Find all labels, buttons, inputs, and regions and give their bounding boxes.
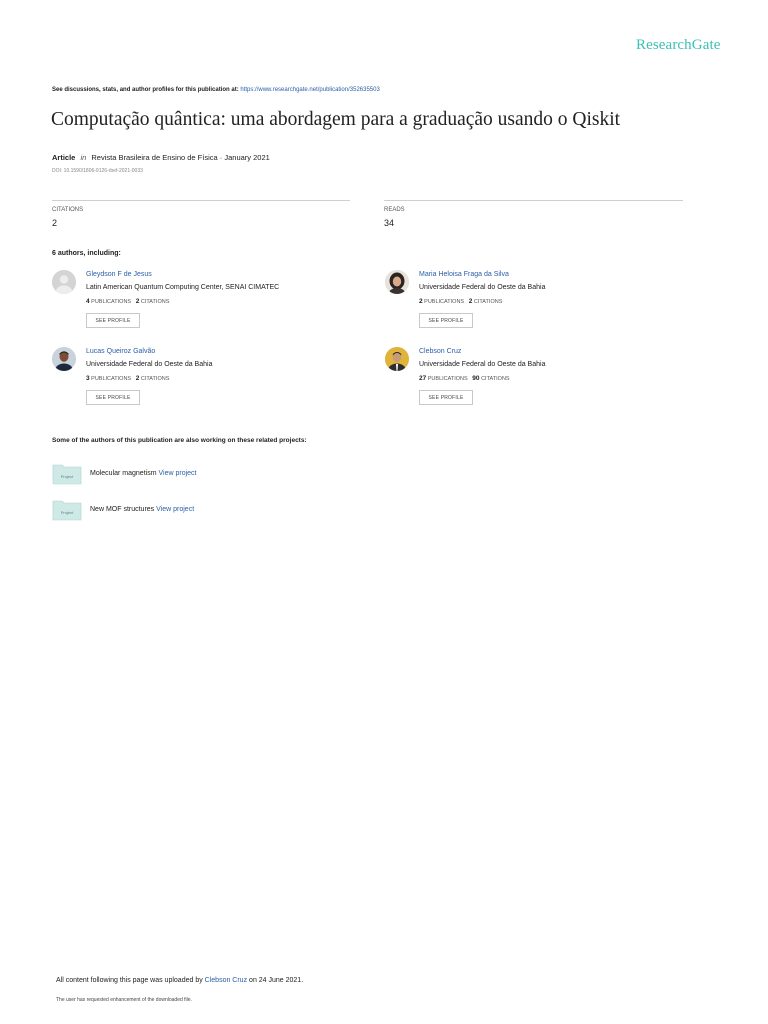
- project-icon-label: Project: [60, 510, 74, 515]
- journal-date[interactable]: Revista Brasileira de Ensino de Física · January 2021: [91, 153, 270, 162]
- author-photo[interactable]: [52, 347, 76, 371]
- discussions-prefix: See discussions, stats, and author profiles for this publication at:: [52, 87, 239, 93]
- related-projects-heading: Some of the authors of this publication are also working on these related projects:: [52, 437, 307, 444]
- author-stats: [419, 375, 510, 382]
- upload-notice: [56, 977, 303, 984]
- author-name[interactable]: Maria Heloisa Fraga da Silva: [419, 271, 509, 278]
- author-card: [385, 347, 685, 417]
- author-name[interactable]: Clebson Cruz: [419, 348, 462, 355]
- article-doi: DOI: 10.1590/1806-9126-rbef-2021-0033: [52, 168, 143, 174]
- publications-count: 3: [86, 375, 90, 382]
- citations-count: 2: [135, 298, 140, 305]
- author-affiliation: Latin American Quantum Computing Center, SENAI CIMATEC: [86, 284, 280, 291]
- citations-count: 90: [472, 375, 480, 382]
- author-name[interactable]: Gleydson F de Jesus: [86, 271, 152, 278]
- reads-divider: [384, 200, 683, 201]
- author-affiliation: Universidade Federal do Oeste da Bahia: [86, 361, 213, 368]
- citations-label: CITATIONS: [52, 207, 84, 213]
- author-stats: [86, 375, 169, 382]
- author-stats: [419, 298, 502, 305]
- uploader-link[interactable]: Clebson Cruz: [204, 977, 248, 984]
- project-text: [90, 506, 194, 513]
- project-name: New MOF structures: [90, 506, 155, 513]
- citations-count: 2: [135, 375, 140, 382]
- author-stats: [86, 298, 169, 305]
- enhancement-note: The user has requested enhancement of the downloaded file.: [56, 997, 192, 1003]
- author-name[interactable]: Lucas Queiroz Galvão: [86, 348, 156, 355]
- project-item: [52, 463, 452, 487]
- citations-label: CITATIONS: [473, 299, 503, 305]
- project-item: [52, 499, 452, 523]
- article-title: Computação quântica: uma abordagem para a graduação usando o Qiskit: [51, 109, 621, 130]
- article-meta: [52, 153, 270, 162]
- publications-label: PUBLICATIONS: [424, 299, 465, 305]
- project-folder-icon: [52, 463, 82, 485]
- citations-count: 2: [468, 298, 473, 305]
- publications-count: 27: [419, 375, 427, 382]
- author-card: [385, 270, 685, 340]
- citations-label: CITATIONS: [481, 376, 510, 382]
- upload-prefix: All content following this page was uploaded by: [56, 977, 203, 984]
- see-profile-button[interactable]: SEE PROFILE: [419, 390, 473, 405]
- project-text: [90, 470, 197, 477]
- researchgate-logo[interactable]: ResearchGate: [636, 37, 721, 53]
- citations-value: 2: [52, 218, 58, 228]
- see-profile-button[interactable]: SEE PROFILE: [86, 390, 140, 405]
- reads-value: 34: [384, 218, 395, 228]
- publications-label: PUBLICATIONS: [427, 376, 468, 382]
- in-word: in: [80, 153, 87, 162]
- citations-label: CITATIONS: [140, 376, 170, 382]
- citations-divider: [52, 200, 350, 201]
- citations-label: CITATIONS: [140, 299, 170, 305]
- author-card: [52, 270, 352, 340]
- see-profile-button[interactable]: SEE PROFILE: [419, 313, 473, 328]
- author-affiliation: Universidade Federal do Oeste da Bahia: [419, 361, 546, 368]
- view-project-link[interactable]: View project: [156, 506, 195, 513]
- author-card: [52, 347, 352, 417]
- discussions-line: [52, 87, 380, 93]
- project-icon-label: Project: [60, 474, 74, 479]
- publications-label: PUBLICATIONS: [91, 376, 132, 382]
- publications-count: 2: [419, 298, 423, 305]
- default-avatar-icon[interactable]: [52, 270, 76, 294]
- upload-suffix: on 24 June 2021.: [249, 977, 304, 984]
- author-affiliation: Universidade Federal do Oeste da Bahia: [419, 284, 546, 291]
- view-project-link[interactable]: View project: [158, 470, 197, 477]
- publication-link[interactable]: https://www.researchgate.net/publication/352635503: [240, 87, 380, 93]
- reads-label: READS: [384, 207, 405, 213]
- see-profile-button[interactable]: SEE PROFILE: [86, 313, 140, 328]
- publications-count: 4: [86, 298, 90, 305]
- author-photo[interactable]: [385, 347, 409, 371]
- author-photo[interactable]: [385, 270, 409, 294]
- authors-heading: 6 authors, including:: [52, 250, 121, 257]
- project-folder-icon: [52, 499, 82, 521]
- article-type: Article: [52, 153, 76, 162]
- project-name: Molecular magnetism: [90, 470, 157, 477]
- publications-label: PUBLICATIONS: [91, 299, 132, 305]
